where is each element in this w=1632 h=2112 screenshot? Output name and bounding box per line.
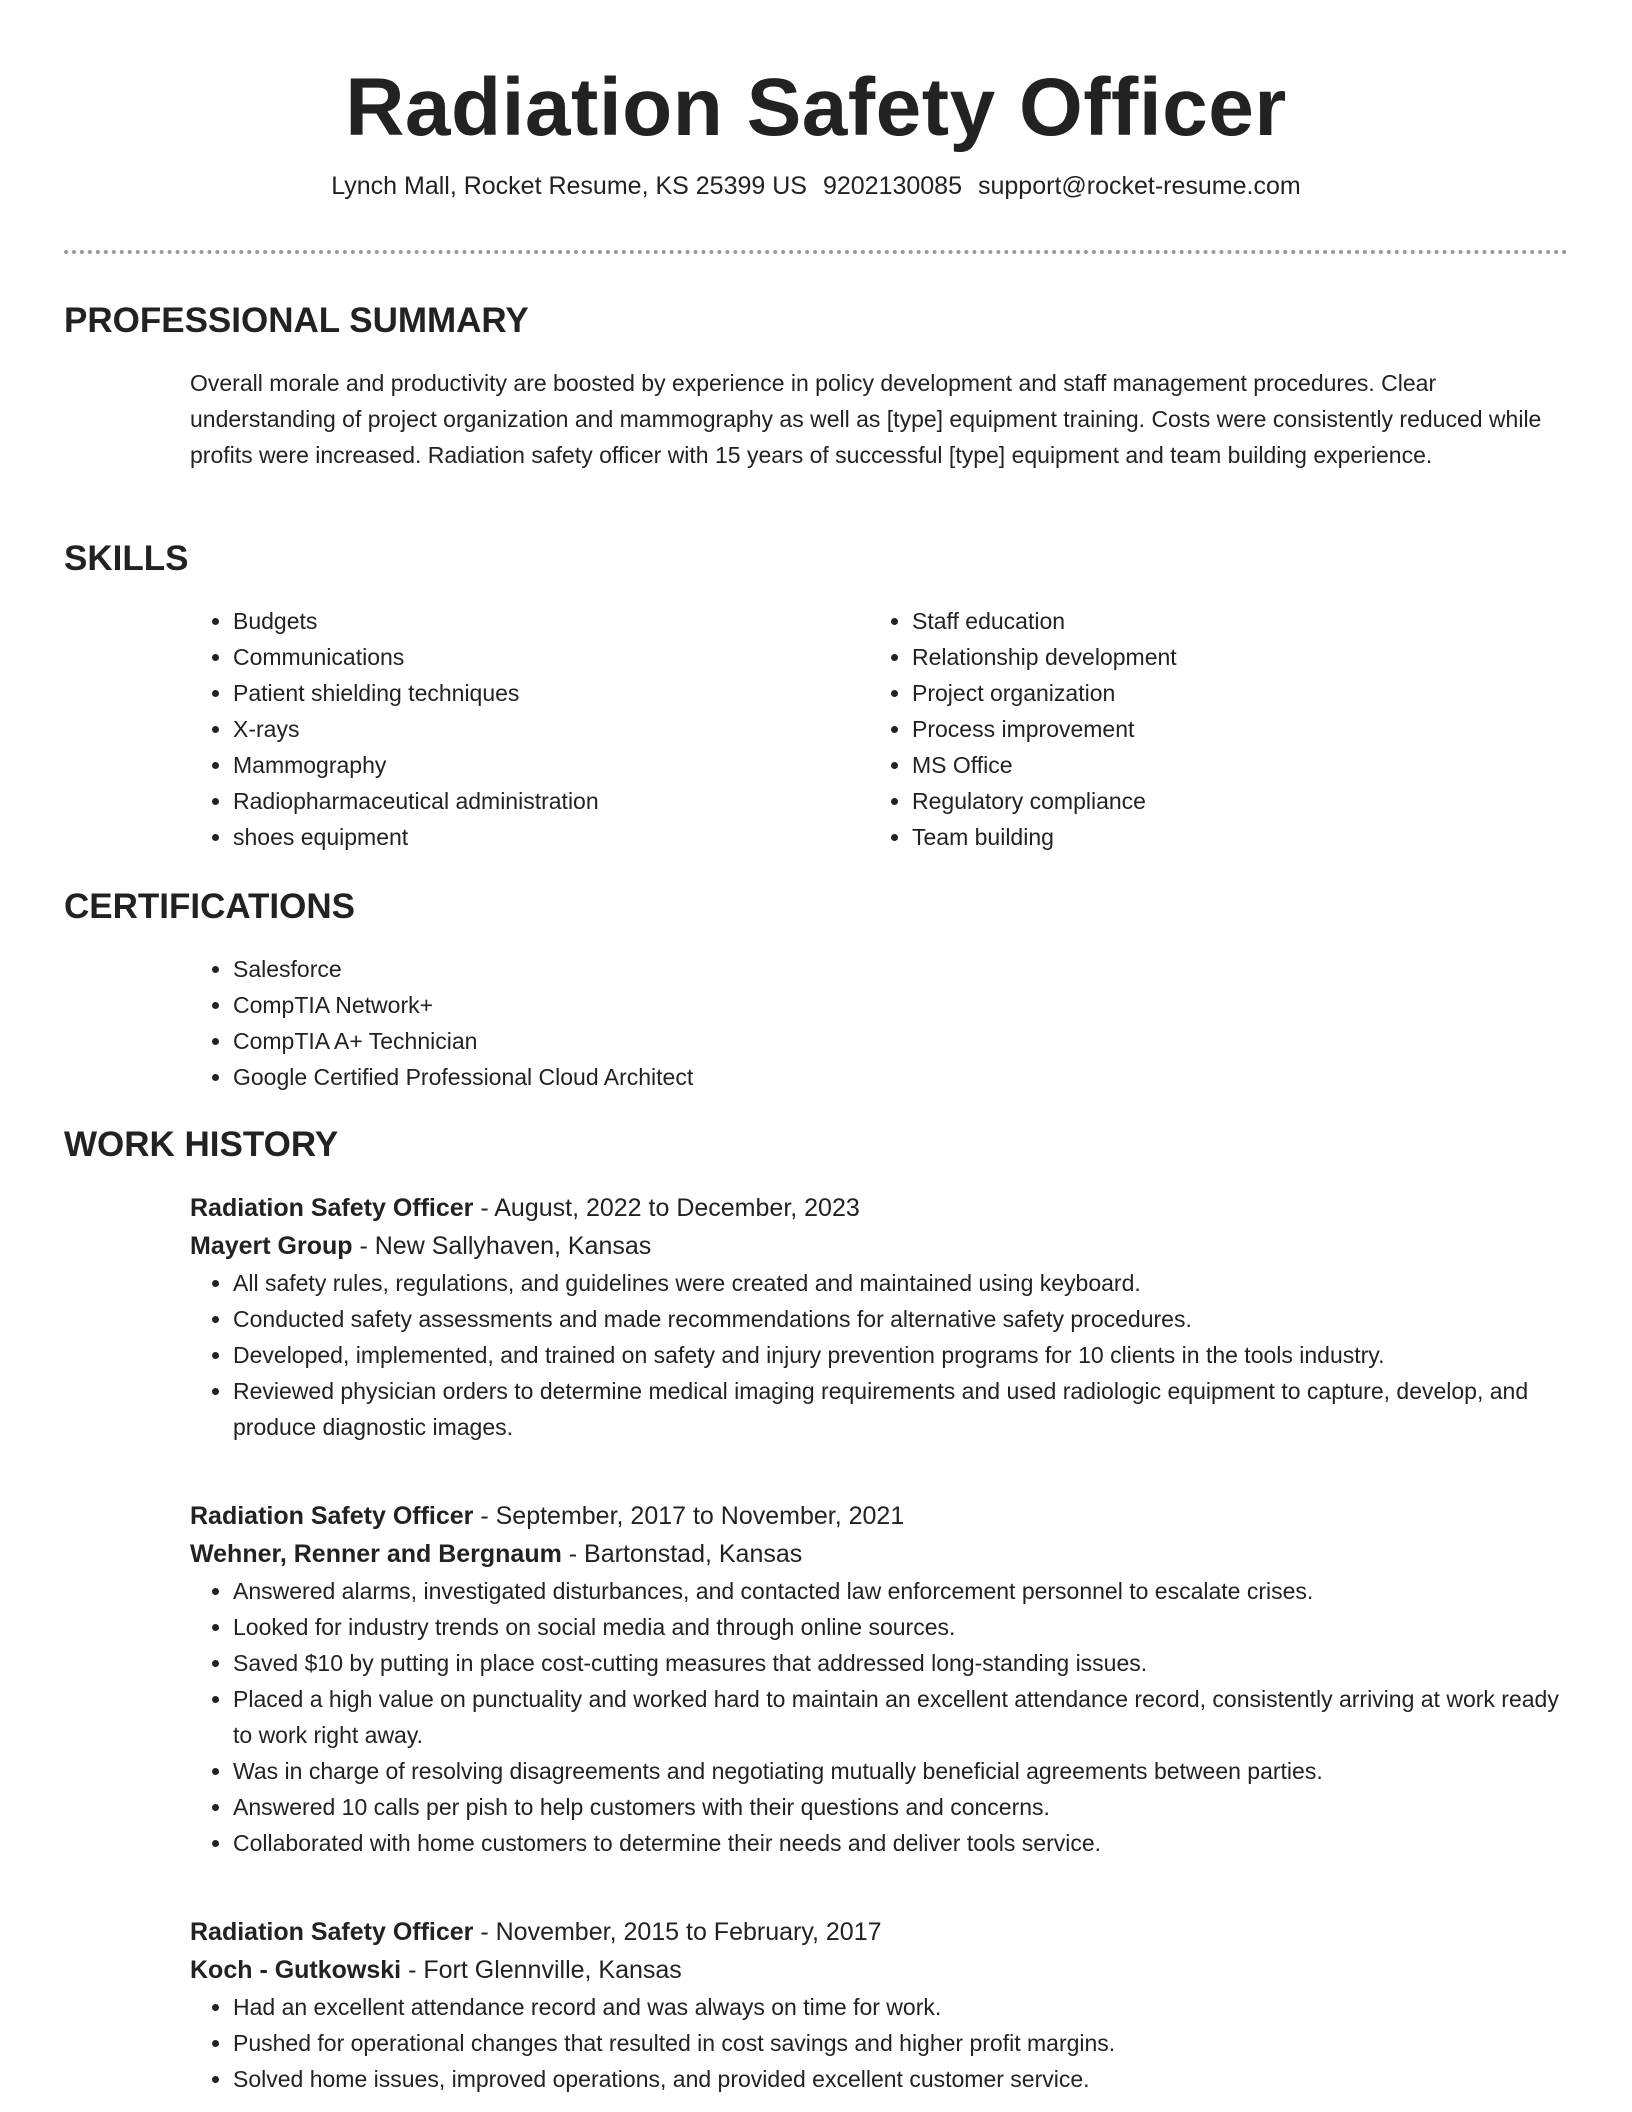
skills-heading: SKILLS xyxy=(64,539,189,578)
job-company-line xyxy=(190,1951,1568,1989)
header-divider xyxy=(64,250,1568,254)
job-location: - Fort Glennville, Kansas xyxy=(401,1956,682,1984)
job-bullet: • Solved home issues, improved operations, and provided excellent customer service. xyxy=(233,2061,1568,2097)
job-entry xyxy=(190,1913,1568,2097)
job-dates: - November, 2015 to February, 2017 xyxy=(473,1918,882,1946)
job-bullets xyxy=(190,1989,1568,2097)
skill-item: • Budgets xyxy=(233,603,870,639)
skill-item: • X-rays xyxy=(233,711,870,747)
job-title-line xyxy=(190,1497,1568,1535)
job-bullet: • Looked for industry trends on social media and through online sources. xyxy=(233,1609,1568,1645)
job-company: Koch - Gutkowski xyxy=(190,1956,402,1984)
skill-item: • Process improvement xyxy=(912,711,1549,747)
resume-name: Radiation Safety Officer xyxy=(345,62,1287,153)
job-role: Radiation Safety Officer xyxy=(190,1502,474,1530)
skills-column-left xyxy=(190,603,870,855)
job-company: Wehner, Renner and Bergnaum xyxy=(190,1540,562,1568)
contact-phone: 9202130085 xyxy=(822,172,962,200)
job-bullet: • Reviewed physician orders to determine medical imaging requirements and used radiologic equipment to capture, develop, and produce diagnostic images. xyxy=(233,1373,1568,1445)
skill-item: • Relationship development xyxy=(912,639,1549,675)
job-bullet: • Answered alarms, investigated disturbances, and contacted law enforcement personnel to escalate crises. xyxy=(233,1573,1568,1609)
skill-item: • Staff education xyxy=(912,603,1549,639)
skill-item: • Mammography xyxy=(233,747,870,783)
job-dates: - August, 2022 to December, 2023 xyxy=(473,1194,860,1222)
contact-address: Lynch Mall, Rocket Resume, KS 25399 US xyxy=(331,172,807,200)
job-title-line xyxy=(190,1189,1568,1227)
job-bullet: • Placed a high value on punctuality and worked hard to maintain an excellent attendance record, consistently arriving at work ready to work right away. xyxy=(233,1681,1568,1753)
job-bullets xyxy=(190,1573,1568,1861)
job-entry xyxy=(190,1497,1568,1861)
certification-item: • Salesforce xyxy=(233,951,1568,987)
job-company-line xyxy=(190,1227,1568,1265)
job-role: Radiation Safety Officer xyxy=(190,1918,474,1946)
certification-item: • Google Certified Professional Cloud Architect xyxy=(233,1059,1568,1095)
work-history-heading: WORK HISTORY xyxy=(64,1125,339,1164)
job-title-line xyxy=(190,1913,1568,1951)
skills-list xyxy=(190,603,1568,863)
skill-item: • MS Office xyxy=(912,747,1549,783)
skill-item: • Project organization xyxy=(912,675,1549,711)
summary-text: Overall morale and productivity are boosted by experience in policy development and staff management procedures. Clear understanding of project organization and mammography as well as [type] equipment training. Costs were consistently reduced while profits were increased. Radiation safety officer with 15 years of successful [type] equipment and team building experience. xyxy=(190,370,1542,468)
job-location: - Bartonstad, Kansas xyxy=(561,1540,803,1568)
job-bullet: • Answered 10 calls per pish to help customers with their questions and concerns. xyxy=(233,1789,1568,1825)
certifications-list xyxy=(190,951,1568,1095)
skill-item: • shoes equipment xyxy=(233,819,870,855)
skill-item: • Regulatory compliance xyxy=(912,783,1549,819)
skill-item: • Patient shielding techniques xyxy=(233,675,870,711)
job-location: - New Sallyhaven, Kansas xyxy=(352,1232,652,1260)
job-bullet: • Saved $10 by putting in place cost-cutting measures that addressed long-standing issues. xyxy=(233,1645,1568,1681)
job-company-line xyxy=(190,1535,1568,1573)
job-bullet: • Pushed for operational changes that resulted in cost savings and higher profit margins. xyxy=(233,2025,1568,2061)
certification-item: • CompTIA Network+ xyxy=(233,987,1568,1023)
resume-page xyxy=(64,0,1568,2092)
job-bullet: • Was in charge of resolving disagreements and negotiating mutually beneficial agreements between parties. xyxy=(233,1753,1568,1789)
job-bullet: • Collaborated with home customers to determine their needs and deliver tools service. xyxy=(233,1825,1568,1861)
job-bullet: • Conducted safety assessments and made recommendations for alternative safety procedures. xyxy=(233,1301,1568,1337)
skill-item: • Team building xyxy=(912,819,1549,855)
skill-item: • Communications xyxy=(233,639,870,675)
job-company: Mayert Group xyxy=(190,1232,353,1260)
job-entry xyxy=(190,1189,1568,1445)
job-bullet: • All safety rules, regulations, and guidelines were created and maintained using keyboard. xyxy=(233,1265,1568,1301)
job-role: Radiation Safety Officer xyxy=(190,1194,474,1222)
skill-item: • Radiopharmaceutical administration xyxy=(233,783,870,819)
certification-item: • CompTIA A+ Technician xyxy=(233,1023,1568,1059)
contact-email: support@rocket-resume.com xyxy=(978,172,1301,200)
job-dates: - September, 2017 to November, 2021 xyxy=(473,1502,905,1530)
job-bullet: • Had an excellent attendance record and was always on time for work. xyxy=(233,1989,1568,2025)
skills-column-right xyxy=(869,603,1549,855)
certifications-heading: CERTIFICATIONS xyxy=(64,887,356,926)
contact-line xyxy=(64,170,1568,202)
job-bullet: • Developed, implemented, and trained on safety and injury prevention programs for 10 clients in the tools industry. xyxy=(233,1337,1568,1373)
job-bullets xyxy=(190,1265,1568,1445)
summary-heading: PROFESSIONAL SUMMARY xyxy=(64,301,529,340)
